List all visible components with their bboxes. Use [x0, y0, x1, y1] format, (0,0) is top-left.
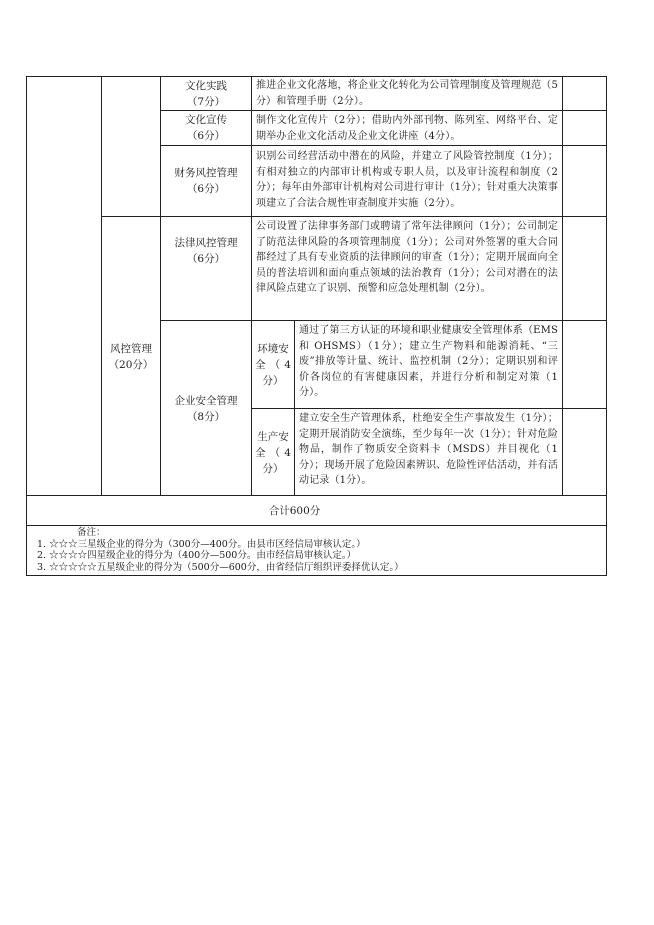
evaluation-table: [26, 76, 607, 576]
table-col-divider: [294, 320, 295, 496]
criteria-text: 制作文化宣传片（2分）；借助内外部刊物、陈列室、网络平台、定期举办企业文化活动及企业文化讲座（4分）。: [256, 115, 558, 142]
criteria-text: 识别公司经营活动中潜在的风险，并建立了风险管控制度（1分）；有相对独立的内部审计机构或专职人员，以及审计流程和制度（2分）；每年由外部审计机构对公司进行审计（1分）；针对重大决策事项建立了合法合规性审查制度并实施（2分）。: [256, 151, 558, 209]
item-cell: [161, 146, 251, 216]
item-score: （8分）: [186, 410, 226, 423]
sub-item-label: 全（4: [255, 446, 291, 459]
item-name: 法律风控管理: [174, 237, 238, 249]
criteria-text: 建立安全生产管理体系，杜绝安全生产事故发生（1分）；定期开展消防安全演练，至少每年一次（1分）；针对危险物品，制作了物质安全资料卡（MSDS）并目视化（1分）；现场开展了危险因素辨识、危险性评估活动，并有活动记录（1分）。: [299, 413, 558, 487]
total-cell: 合计600分: [268, 504, 321, 517]
item-score: （6分）: [186, 130, 226, 142]
notes-heading: 备注：: [77, 527, 106, 538]
table-border-bottom: [26, 575, 607, 576]
item-name: 文化宣传: [185, 114, 227, 126]
sub-item-cell: [252, 321, 294, 408]
item-cell: [161, 321, 251, 496]
table-border-right: [606, 76, 607, 576]
item-score: （7分）: [186, 95, 226, 108]
table-row-divider: [26, 525, 607, 526]
sub-item-cell: [252, 409, 294, 496]
table-border-top: [26, 76, 607, 77]
item-cell: [161, 77, 251, 110]
category-name: 风控管理: [110, 342, 152, 355]
note-item: 2. ☆☆☆☆四星级企业的得分为（400分—500分。由市经信局审核认定。）: [37, 550, 357, 561]
item-score: （6分）: [186, 253, 226, 265]
sub-item-label: 生产安: [257, 430, 289, 443]
category-score: （20分）: [108, 358, 154, 371]
notes-cell: [27, 527, 562, 575]
item-cell: [161, 111, 251, 145]
table-row-divider: [251, 408, 607, 409]
sub-item-label: 分）: [262, 462, 284, 475]
item-cell: [161, 217, 251, 285]
criteria-text: 通过了第三方认证的环境和职业健康安全管理体系（EMS 和 OHSMS）（1分）；建立生产物料和能源消耗、“三废”排放等计量、统计、监控机制（2分）；定期识别和评价各岗位的有害健康因素，并进行分析和制定对策（1分）。: [299, 325, 558, 399]
item-name: 企业安全管理: [174, 394, 238, 407]
sub-item-label: 环境安: [257, 342, 289, 355]
item-name: 财务风控管理: [174, 167, 238, 179]
table-col-divider: [562, 76, 563, 496]
item-score: （6分）: [186, 183, 226, 195]
criteria-text: 推进企业文化落地，将企业文化转化为公司管理制度及管理规范（5分）和管理手册（2分）。: [256, 80, 558, 107]
category-cell: [102, 217, 160, 496]
criteria-text: 公司设置了法律事务部门或聘请了常年法律顾问（1分）；公司制定了防范法律风险的各项管理制度（1分）；公司对外签署的重大合同都经过了具有专业资质的法律顾问的审查（1分）；定期开展面向全员的普法培训和面向重点领域的法治教育（1分）；公司对潜在的法律风险点建立了识别、预警和应急处理机制（2分）。: [256, 221, 558, 295]
sub-item-label: 分）: [262, 374, 284, 387]
item-name: 文化实践: [185, 79, 227, 92]
note-item: 3. ☆☆☆☆☆五星级企业的得分为（500分—600分，由省经信厅组织评委择优认定。）: [37, 561, 404, 573]
note-item: 1. ☆☆☆三星级企业的得分为（300分—400分。由县市区经信局审核认定。）: [37, 538, 366, 550]
sub-item-label: 全（4: [255, 358, 291, 371]
